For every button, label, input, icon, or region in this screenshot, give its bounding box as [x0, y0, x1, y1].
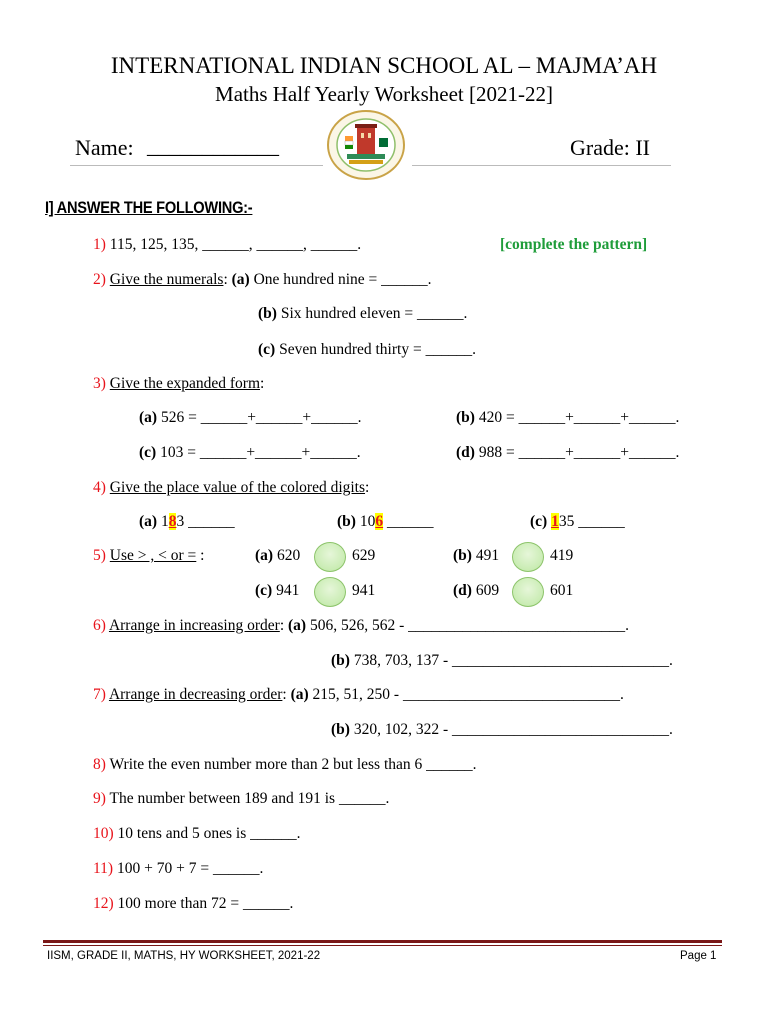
option-label: (c)	[255, 582, 273, 599]
option-text: 320, 102, 322 - ____________________________.	[349, 721, 673, 738]
option-label: (b)	[456, 409, 475, 426]
digits: 1	[157, 513, 169, 530]
question-number: 4)	[93, 479, 106, 496]
question-text: 100 more than 72 = ______.	[113, 895, 294, 912]
colon: :	[365, 479, 370, 496]
option-text: 215, 51, 250 - ____________________________.	[308, 686, 624, 703]
question-2	[93, 271, 432, 289]
question-8	[93, 756, 477, 774]
option-label: (c)	[258, 341, 276, 358]
question-11	[93, 860, 263, 878]
digits: 35 ______	[558, 513, 625, 530]
question-number: 7)	[93, 686, 106, 703]
question-4	[93, 479, 369, 497]
section-title: I] ANSWER THE FOLLOWING:-	[45, 198, 253, 217]
digits: 3 ______	[176, 513, 235, 530]
school-logo-icon	[325, 108, 407, 182]
question-12	[93, 895, 293, 913]
digits: ______	[383, 513, 434, 530]
option-label: (b)	[337, 513, 356, 530]
page-number: Page 1	[680, 950, 717, 962]
option-label: (c)	[139, 444, 157, 461]
option-label: (b)	[331, 652, 350, 669]
question-3a	[139, 409, 362, 427]
question-number: 8)	[93, 756, 106, 773]
question-3	[93, 375, 264, 393]
colored-digit: 8	[168, 513, 177, 530]
question-prompt: Arrange in increasing order	[108, 617, 280, 634]
colon: :	[282, 686, 291, 703]
question-2c	[258, 341, 476, 359]
footer-rule	[43, 940, 722, 943]
digits: 10	[355, 513, 376, 530]
question-2b	[258, 305, 467, 323]
option-text: 526 = ______+______+______.	[157, 409, 362, 426]
option-label: (a)	[290, 686, 309, 703]
compare-b-right: 419	[550, 547, 574, 564]
school-name: INTERNATIONAL INDIAN SCHOOL AL – MAJMA’AH	[110, 53, 658, 78]
question-9	[93, 790, 389, 808]
number: 491	[471, 547, 500, 564]
colon: :	[196, 547, 205, 564]
question-3c	[139, 444, 361, 462]
grade-label: Grade: II	[570, 135, 651, 160]
question-number: 5)	[93, 547, 106, 564]
option-label: (c)	[530, 513, 548, 530]
question-6	[93, 617, 629, 635]
question-6b	[331, 652, 673, 670]
compare-b-oval[interactable]	[512, 542, 544, 572]
option-text: 103 = ______+______+______.	[156, 444, 361, 461]
option-label: (a)	[231, 271, 250, 288]
number: 609	[471, 582, 500, 599]
colored-digit: 1	[551, 513, 559, 530]
compare-a-oval[interactable]	[314, 542, 346, 572]
compare-d-right: 601	[550, 582, 574, 599]
compare-d-left	[453, 582, 499, 600]
question-number: 11)	[93, 860, 114, 877]
colon: :	[223, 271, 232, 288]
question-5	[93, 547, 204, 565]
option-label: (a)	[139, 409, 158, 426]
question-number: 9)	[93, 790, 106, 807]
option-label: (a)	[255, 547, 274, 564]
question-prompt: Give the numerals	[109, 271, 224, 288]
question-text: Write the even number more than 2 but less than 6 ______.	[105, 756, 477, 773]
question-3b	[456, 409, 679, 427]
question-number: 6)	[93, 617, 106, 634]
question-prompt: Give the place value of the colored digits	[109, 479, 366, 496]
question-number: 2)	[93, 271, 106, 288]
footer-rule-thin	[43, 945, 722, 946]
option-label: (d)	[453, 582, 472, 599]
compare-a-left	[255, 547, 300, 565]
question-3d	[456, 444, 679, 462]
question-4c	[530, 513, 625, 531]
question-7	[93, 686, 624, 704]
question-text: 115, 125, 135, ______, ______, ______.	[105, 236, 362, 253]
question-number: 10)	[93, 825, 114, 842]
option-label: (d)	[456, 444, 475, 461]
question-10	[93, 825, 301, 843]
question-7b	[331, 721, 673, 739]
option-text: 988 = ______+______+______.	[474, 444, 680, 461]
compare-d-oval[interactable]	[512, 577, 544, 607]
option-label: (b)	[331, 721, 350, 738]
pattern-note: [complete the pattern]	[500, 236, 648, 253]
question-number: 1)	[93, 236, 106, 253]
question-number: 3)	[93, 375, 106, 392]
option-label: (a)	[139, 513, 158, 530]
question-text: 100 + 70 + 7 = ______.	[113, 860, 264, 877]
grade-underline	[412, 165, 671, 166]
question-prompt: Use > , < or =	[109, 547, 197, 564]
option-label: (b)	[258, 305, 277, 322]
colon: :	[279, 617, 288, 634]
compare-a-right: 629	[352, 547, 376, 564]
compare-b-left	[453, 547, 499, 565]
option-label: (a)	[288, 617, 307, 634]
number: 941	[272, 582, 300, 599]
option-text: Six hundred eleven = ______.	[276, 305, 468, 322]
question-text: 10 tens and 5 ones is ______.	[113, 825, 301, 842]
option-label: (b)	[453, 547, 472, 564]
worksheet-title: Maths Half Yearly Worksheet [2021-22]	[215, 82, 553, 106]
option-text: 738, 703, 137 - ____________________________.	[349, 652, 673, 669]
question-4a	[139, 513, 235, 531]
colored-digit: 6	[375, 513, 384, 530]
option-text: One hundred nine = ______.	[249, 271, 432, 288]
option-text: 506, 526, 562 - ____________________________.	[306, 617, 629, 634]
number: 620	[273, 547, 301, 564]
question-prompt: Give the expanded form	[109, 375, 261, 392]
question-prompt: Arrange in decreasing order	[108, 686, 283, 703]
compare-c-oval[interactable]	[314, 577, 346, 607]
option-text: 420 = ______+______+______.	[474, 409, 680, 426]
question-1	[93, 236, 361, 254]
colon: :	[260, 375, 265, 392]
name-blank[interactable]: ____________	[147, 133, 279, 158]
question-4b	[337, 513, 433, 531]
footer-text: IISM, GRADE II, MATHS, HY WORKSHEET, 2021-22	[47, 950, 321, 962]
option-text: Seven hundred thirty = ______.	[275, 341, 476, 358]
question-text: The number between 189 and 191 is ______.	[105, 790, 390, 807]
question-number: 12)	[93, 895, 114, 912]
name-label: Name:	[75, 135, 134, 160]
compare-c-left	[255, 582, 299, 600]
name-underline	[70, 165, 323, 166]
compare-c-right: 941	[352, 582, 376, 599]
